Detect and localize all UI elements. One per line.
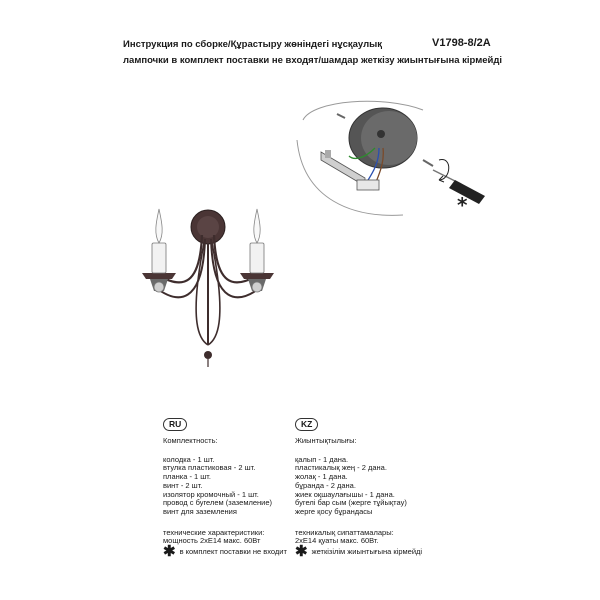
list-item: втулка пластиковая - 2 шт. xyxy=(163,463,256,473)
list-item: провод с бугелем (заземление) xyxy=(163,498,273,508)
kz-language-badge: KZ xyxy=(295,418,318,431)
list-item: изолятор кромочный - 1 шт. xyxy=(163,489,259,499)
header-title-line2: лампочки в комплект поставки не входят/шамдар жеткізу жиынтығына кірмейді xyxy=(123,55,503,66)
asterisk-icon: ✱ xyxy=(295,543,308,561)
kz-column xyxy=(295,418,423,561)
ru-contents-heading: Комплектность: xyxy=(163,436,218,445)
list-item: бұранда - 2 дана. xyxy=(295,480,356,490)
list-item: жиек оқшаулағышы - 1 дана. xyxy=(295,489,395,499)
kz-note-text: жеткізілім жиынтығына кірмейді xyxy=(311,546,423,556)
svg-text:*: * xyxy=(457,193,468,217)
list-item: бугелі бар сым (жерге тұйықтау) xyxy=(295,498,407,508)
model-number: V1798-8/2A xyxy=(432,37,491,49)
mounting-detail-illustration xyxy=(293,100,493,225)
list-item: қалып - 1 дана. xyxy=(295,454,349,464)
ru-tech-heading: технические характеристики: xyxy=(163,527,265,537)
list-item: жолақ - 1 дана. xyxy=(295,472,348,482)
ru-language-badge: RU xyxy=(163,418,187,431)
list-item: винт - 2 шт. xyxy=(163,480,203,490)
wall-sconce-illustration xyxy=(128,195,288,380)
ru-contents-list xyxy=(163,456,287,517)
kz-contents-heading: Жиынтықтылығы: xyxy=(295,436,357,445)
ru-tech-value: мощность 2хЕ14 макс. 60Вт xyxy=(163,536,261,546)
header-title-line1: Инструкция по сборке/Құрастыру жөніндегі нұсқаулық xyxy=(123,39,382,50)
ru-note xyxy=(163,543,287,561)
list-item: планка - 1 шт. xyxy=(163,472,211,482)
kz-tech-heading: техникалық сипаттамалары: xyxy=(295,527,394,537)
kz-note xyxy=(295,543,423,561)
list-item: винт для заземления xyxy=(163,506,237,516)
asterisk-icon: ✱ xyxy=(163,543,176,561)
kz-tech-value: 2хЕ14 қуаты макс. 60Вт. xyxy=(295,536,379,546)
list-item: жерге қосу бұрандасы xyxy=(295,506,373,516)
ru-column xyxy=(163,418,287,561)
list-item: колодка - 1 шт. xyxy=(163,454,215,464)
list-item: пластикалық жең - 2 дана. xyxy=(295,463,387,473)
kz-contents-list xyxy=(295,456,422,517)
ru-note-text: в комплект поставки не входит xyxy=(179,546,287,556)
